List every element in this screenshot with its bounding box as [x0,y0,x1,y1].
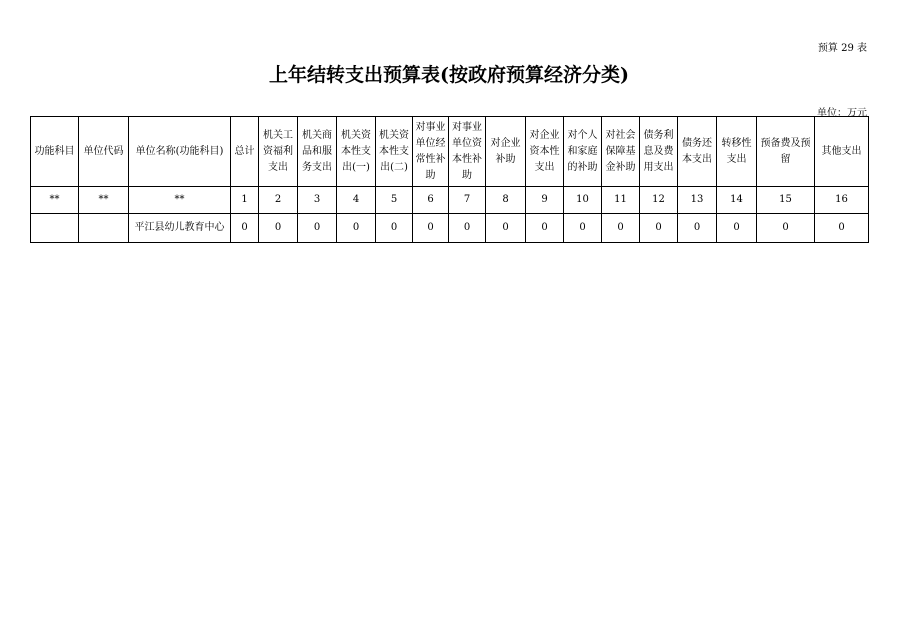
header-cell: 功能科目 [31,117,79,187]
table-cell [31,214,79,243]
header-cell: 债务还本支出 [678,117,717,187]
table-cell: 0 [678,214,717,243]
table-cell: 0 [815,214,869,243]
table-cell: 0 [259,214,298,243]
table-cell: 0 [231,214,259,243]
index-cell: ** [129,187,231,214]
header-cell: 预备费及预留 [757,117,815,187]
table-cell: 0 [486,214,526,243]
header-cell: 对企业资本性支出 [526,117,564,187]
index-cell: 16 [815,187,869,214]
header-cell: 对企业补助 [486,117,526,187]
index-cell: 6 [413,187,449,214]
index-cell: 14 [717,187,757,214]
header-cell: 单位名称(功能科目) [129,117,231,187]
index-cell: 13 [678,187,717,214]
header-cell: 机关资本性支出(一) [337,117,376,187]
table-cell: 0 [413,214,449,243]
index-cell: 15 [757,187,815,214]
table-cell: 0 [337,214,376,243]
page-number: 预算 29 表 [817,43,867,54]
header-cell: 机关工资福利支出 [259,117,298,187]
header-cell: 转移性支出 [717,117,757,187]
header-cell: 其他支出 [815,117,869,187]
index-cell: 12 [640,187,678,214]
header-cell: 对社会保障基金补助 [602,117,640,187]
index-cell: ** [31,187,79,214]
index-cell: 10 [564,187,602,214]
unit-label: 单位：万元 [817,108,867,119]
budget-table [30,116,869,243]
index-cell: 7 [449,187,486,214]
header-cell: 对事业单位经常性补助 [413,117,449,187]
header-cell: 机关商品和服务支出 [298,117,337,187]
index-cell: ** [79,187,129,214]
table-cell: 0 [298,214,337,243]
index-cell: 11 [602,187,640,214]
index-cell: 8 [486,187,526,214]
table-cell: 平江县幼儿教育中心 [129,214,231,243]
header-cell: 债务利息及费用支出 [640,117,678,187]
table-cell: 0 [640,214,678,243]
header-cell: 总计 [231,117,259,187]
table-cell: 0 [564,214,602,243]
table-row [31,214,869,243]
index-cell: 3 [298,187,337,214]
page-title: 上年结转支出预算表(按政府预算经济分类) [269,64,629,86]
index-cell: 5 [376,187,413,214]
index-row [31,187,869,214]
header-cell: 机关资本性支出(二) [376,117,413,187]
table-cell: 0 [526,214,564,243]
table-cell: 0 [717,214,757,243]
index-cell: 9 [526,187,564,214]
header-cell: 单位代码 [79,117,129,187]
table-cell [79,214,129,243]
index-cell: 4 [337,187,376,214]
table-cell: 0 [602,214,640,243]
table-cell: 0 [449,214,486,243]
header-cell: 对事业单位资本性补助 [449,117,486,187]
header-row [31,117,869,187]
header-cell: 对个人和家庭的补助 [564,117,602,187]
table-cell: 0 [757,214,815,243]
index-cell: 1 [231,187,259,214]
table-cell: 0 [376,214,413,243]
index-cell: 2 [259,187,298,214]
